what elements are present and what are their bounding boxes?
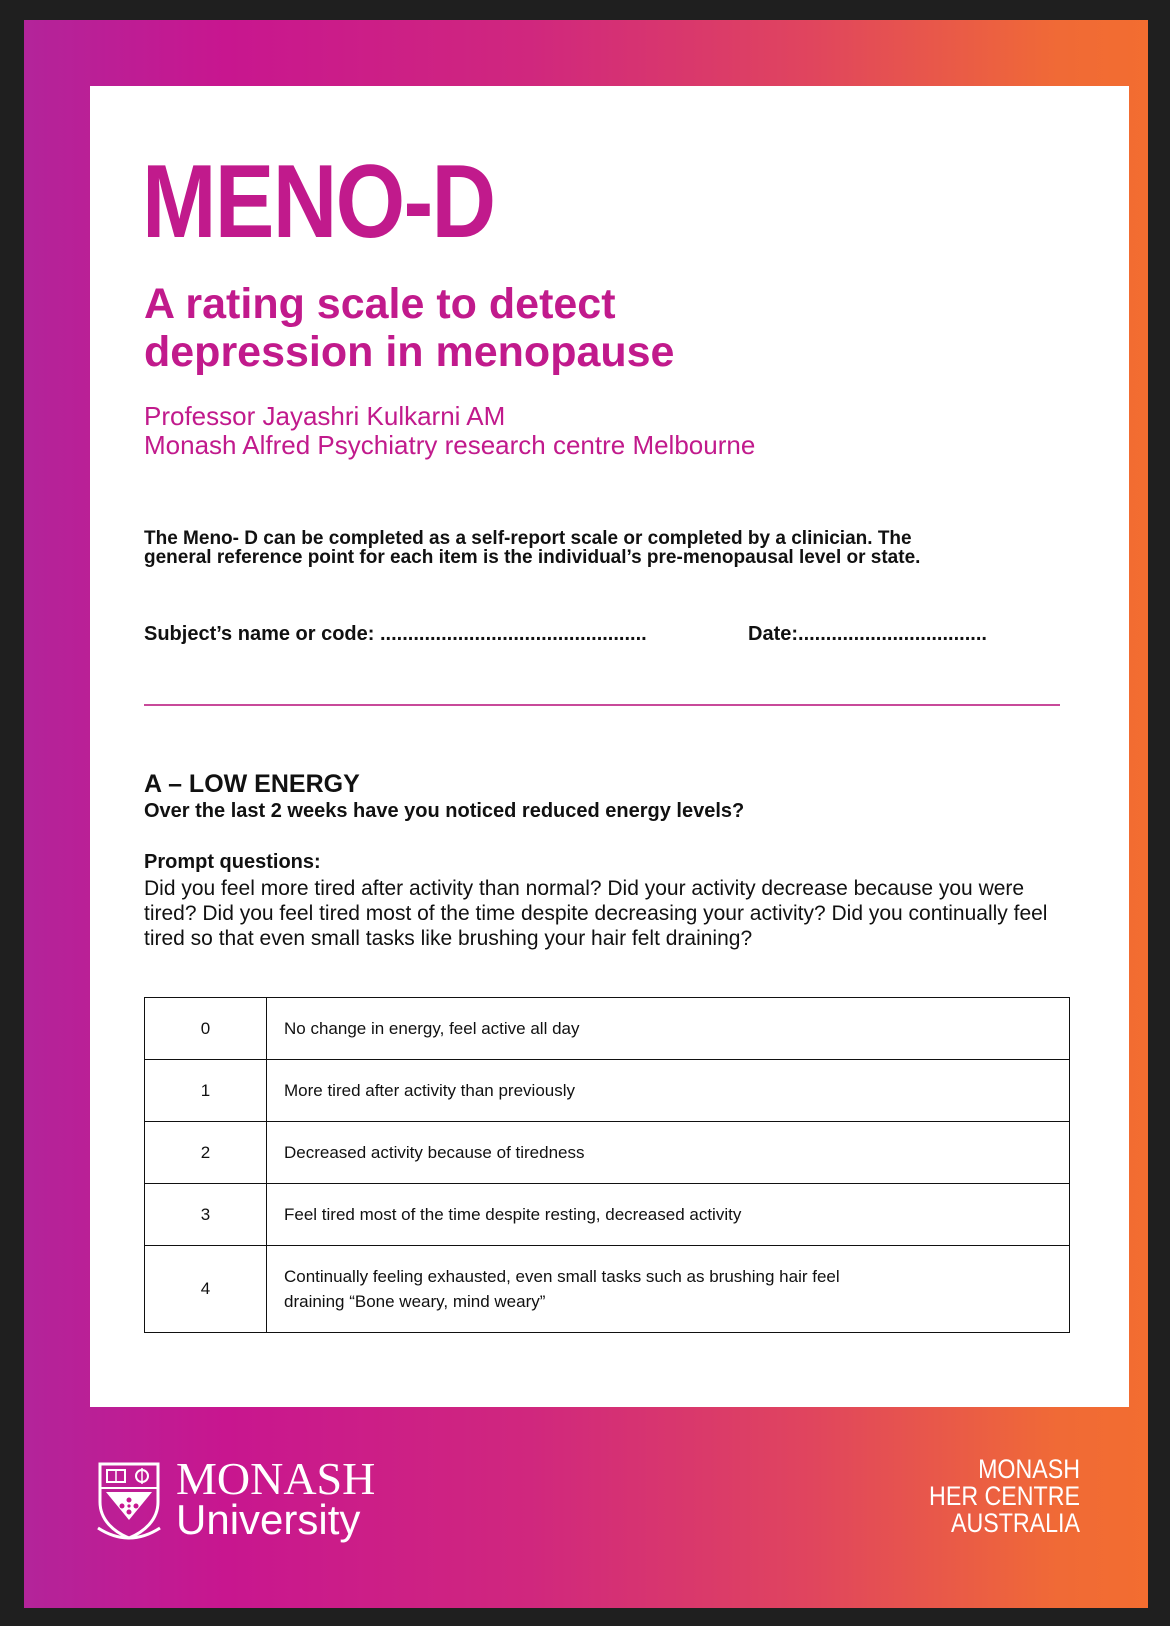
- university-wordmark: University: [176, 1496, 361, 1543]
- prompt-text: Did you feel more tired after activity than normal? Did your activity decrease because you were tired? Did you feel tired most of the time despite decreasing your activity? Did you continually feel tired so that even small tasks like brushing your hair felt draining?: [144, 877, 1048, 950]
- subtitle-line-1: A rating scale to detect: [144, 280, 616, 328]
- her-logo-line-3: AUSTRALIA: [950, 1508, 1080, 1538]
- table-row[interactable]: [145, 1122, 1070, 1184]
- monash-crest-icon: [94, 1458, 164, 1544]
- table-row[interactable]: [145, 1060, 1070, 1122]
- document-sheet: [90, 86, 1129, 1407]
- prompt-label: Prompt questions:: [144, 851, 321, 873]
- score-cell: 2: [145, 1122, 267, 1184]
- score-cell: 1: [145, 1060, 267, 1122]
- section-divider: [144, 704, 1060, 706]
- score-cell: 0: [145, 998, 267, 1060]
- author-name: Professor Jayashri Kulkarni AM: [144, 401, 506, 431]
- monash-university-logo: [94, 1453, 414, 1558]
- subject-name-field[interactable]: Subject’s name or code: ................................................: [144, 623, 647, 645]
- intro-line-2: general reference point for each item is the individual’s pre-menopausal level or state.: [144, 547, 921, 568]
- her-logo-line-2: HER CENTRE: [929, 1481, 1080, 1511]
- author-block: [144, 402, 1044, 460]
- monash-her-centre-logo: [880, 1456, 1080, 1537]
- section-title: A – LOW ENERGY: [144, 770, 360, 798]
- date-field[interactable]: Date:..................................: [748, 623, 987, 645]
- author-affiliation: Monash Alfred Psychiatry research centre Melbourne: [144, 430, 756, 460]
- table-row[interactable]: [145, 1184, 1070, 1246]
- description-line-2: draining “Bone weary, mind weary”: [284, 1292, 546, 1311]
- subtitle-line-2: depression in menopause: [144, 328, 675, 376]
- intro-line-1: The Meno- D can be completed as a self-report scale or completed by a clinician. The: [144, 528, 912, 549]
- section-question: Over the last 2 weeks have you noticed reduced energy levels?: [144, 800, 745, 822]
- description-cell: No change in energy, feel active all day: [267, 998, 1070, 1060]
- description-cell: More tired after activity than previously: [267, 1060, 1070, 1122]
- intro-text: [144, 529, 1044, 567]
- description-cell: [267, 1246, 1070, 1333]
- rating-scale-table: [144, 997, 1070, 1333]
- subtitle: [144, 280, 864, 376]
- score-cell: 4: [145, 1246, 267, 1333]
- page-title: MENO-D: [142, 144, 495, 260]
- table-row[interactable]: [145, 998, 1070, 1060]
- score-cell: 3: [145, 1184, 267, 1246]
- table-row[interactable]: [145, 1246, 1070, 1333]
- gradient-frame: [24, 20, 1148, 1608]
- her-logo-line-1: MONASH: [978, 1454, 1080, 1484]
- description-line-1: Continually feeling exhausted, even small tasks such as brushing hair feel: [284, 1267, 840, 1286]
- description-cell: Feel tired most of the time despite resting, decreased activity: [267, 1184, 1070, 1246]
- monash-wordmark: MONASH: [176, 1453, 376, 1504]
- description-cell: Decreased activity because of tiredness: [267, 1122, 1070, 1184]
